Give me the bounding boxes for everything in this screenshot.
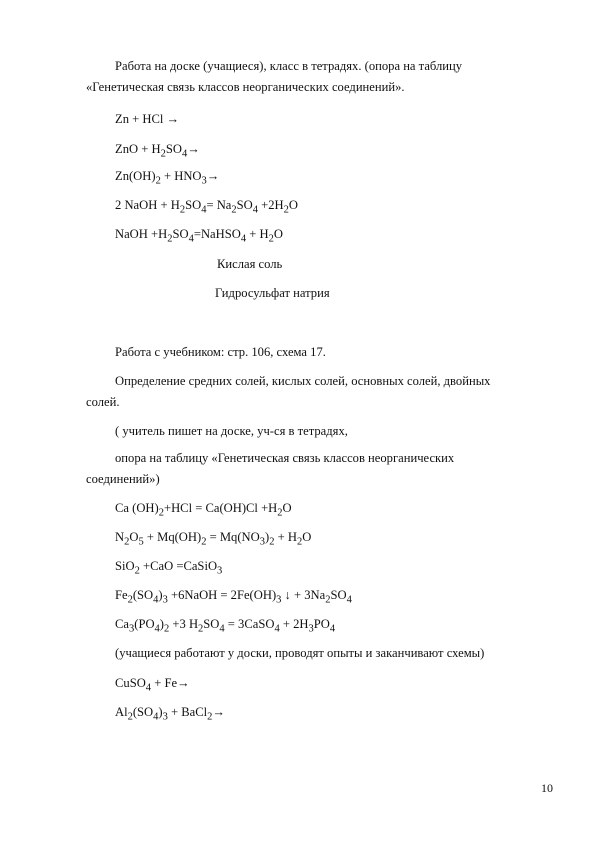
equation-ca3po42-h2so4: $Ca_3(PO_4)_2 +3$ $H_2SO_4$ = 3CaSO$_4$ + $2H_3PO_4$ (115, 617, 336, 635)
support-line: соединений») (86, 472, 160, 486)
equation-znoh2-hno3: $Zn(OH)_2 + HNO_3\to$ (115, 169, 220, 187)
teacher-note: ( учитель пишет на доске, уч-ся в тетрадях, (115, 424, 348, 438)
textbook-line: Работа с учебником: стр. 106, схема 17. (115, 345, 326, 359)
equation-n2o5-mqoh2: $N_2O_5 + Mq(OH)_2 = Mq(NO_3)_2 + H_2O$ (115, 530, 312, 548)
equation-zn-hcl: Zn + HCl → (115, 112, 180, 126)
equation-naoh-h2so4-neutral: 2 NaOH + $H_2SO_4= Na_2SO_4 +2H_2O$ (115, 198, 298, 216)
equation-naoh-h2so4-acid: NaOH $+H_2SO_4=NaHSO_4 + H_2O$ (115, 227, 283, 245)
equation-caoh2-hcl: Ca $(OH)_2+HCl = Ca(OH)Cl +H_2O$ (115, 501, 292, 519)
support-line: опора на таблицу «Генетическая связь классов неорганических (115, 451, 455, 465)
page-number: 10 (541, 781, 553, 795)
definition-line: Определение средних солей, кислых солей, основных солей, двойных (115, 374, 491, 388)
salt-name: Гидросульфат натрия (215, 286, 330, 300)
definition-line: солей. (86, 395, 120, 409)
equation-cuso4-fe: CuSO$_4$ + Fe→ (115, 676, 190, 694)
equation-fe2so43-naoh: $Fe_2(SO_4)_3$ +6NaOH = $2Fe(OH)_3$ ↓ + $3Na_2SO_4$ (115, 588, 352, 606)
salt-label: Кислая соль (217, 257, 283, 271)
students-note: (учащиеся работают у доски, проводят опыты и заканчивают схемы) (115, 646, 485, 660)
equation-zno-h2so4: ZnO + $H_2SO_4\to$ (115, 142, 200, 160)
equation-al2so43-bacl2: $Al_2(SO_4)_3$ + BaCl$_2$→ (115, 705, 225, 723)
paragraph-line: Работа на доске (учащиеся), класс в тетрадях. (опора на таблицу (115, 59, 463, 73)
paragraph-line: «Генетическая связь классов неорганических соединений». (86, 80, 405, 94)
equation-sio2-cao: SiO$_2$ +CaO =CaSiO$_3$ (115, 559, 223, 577)
